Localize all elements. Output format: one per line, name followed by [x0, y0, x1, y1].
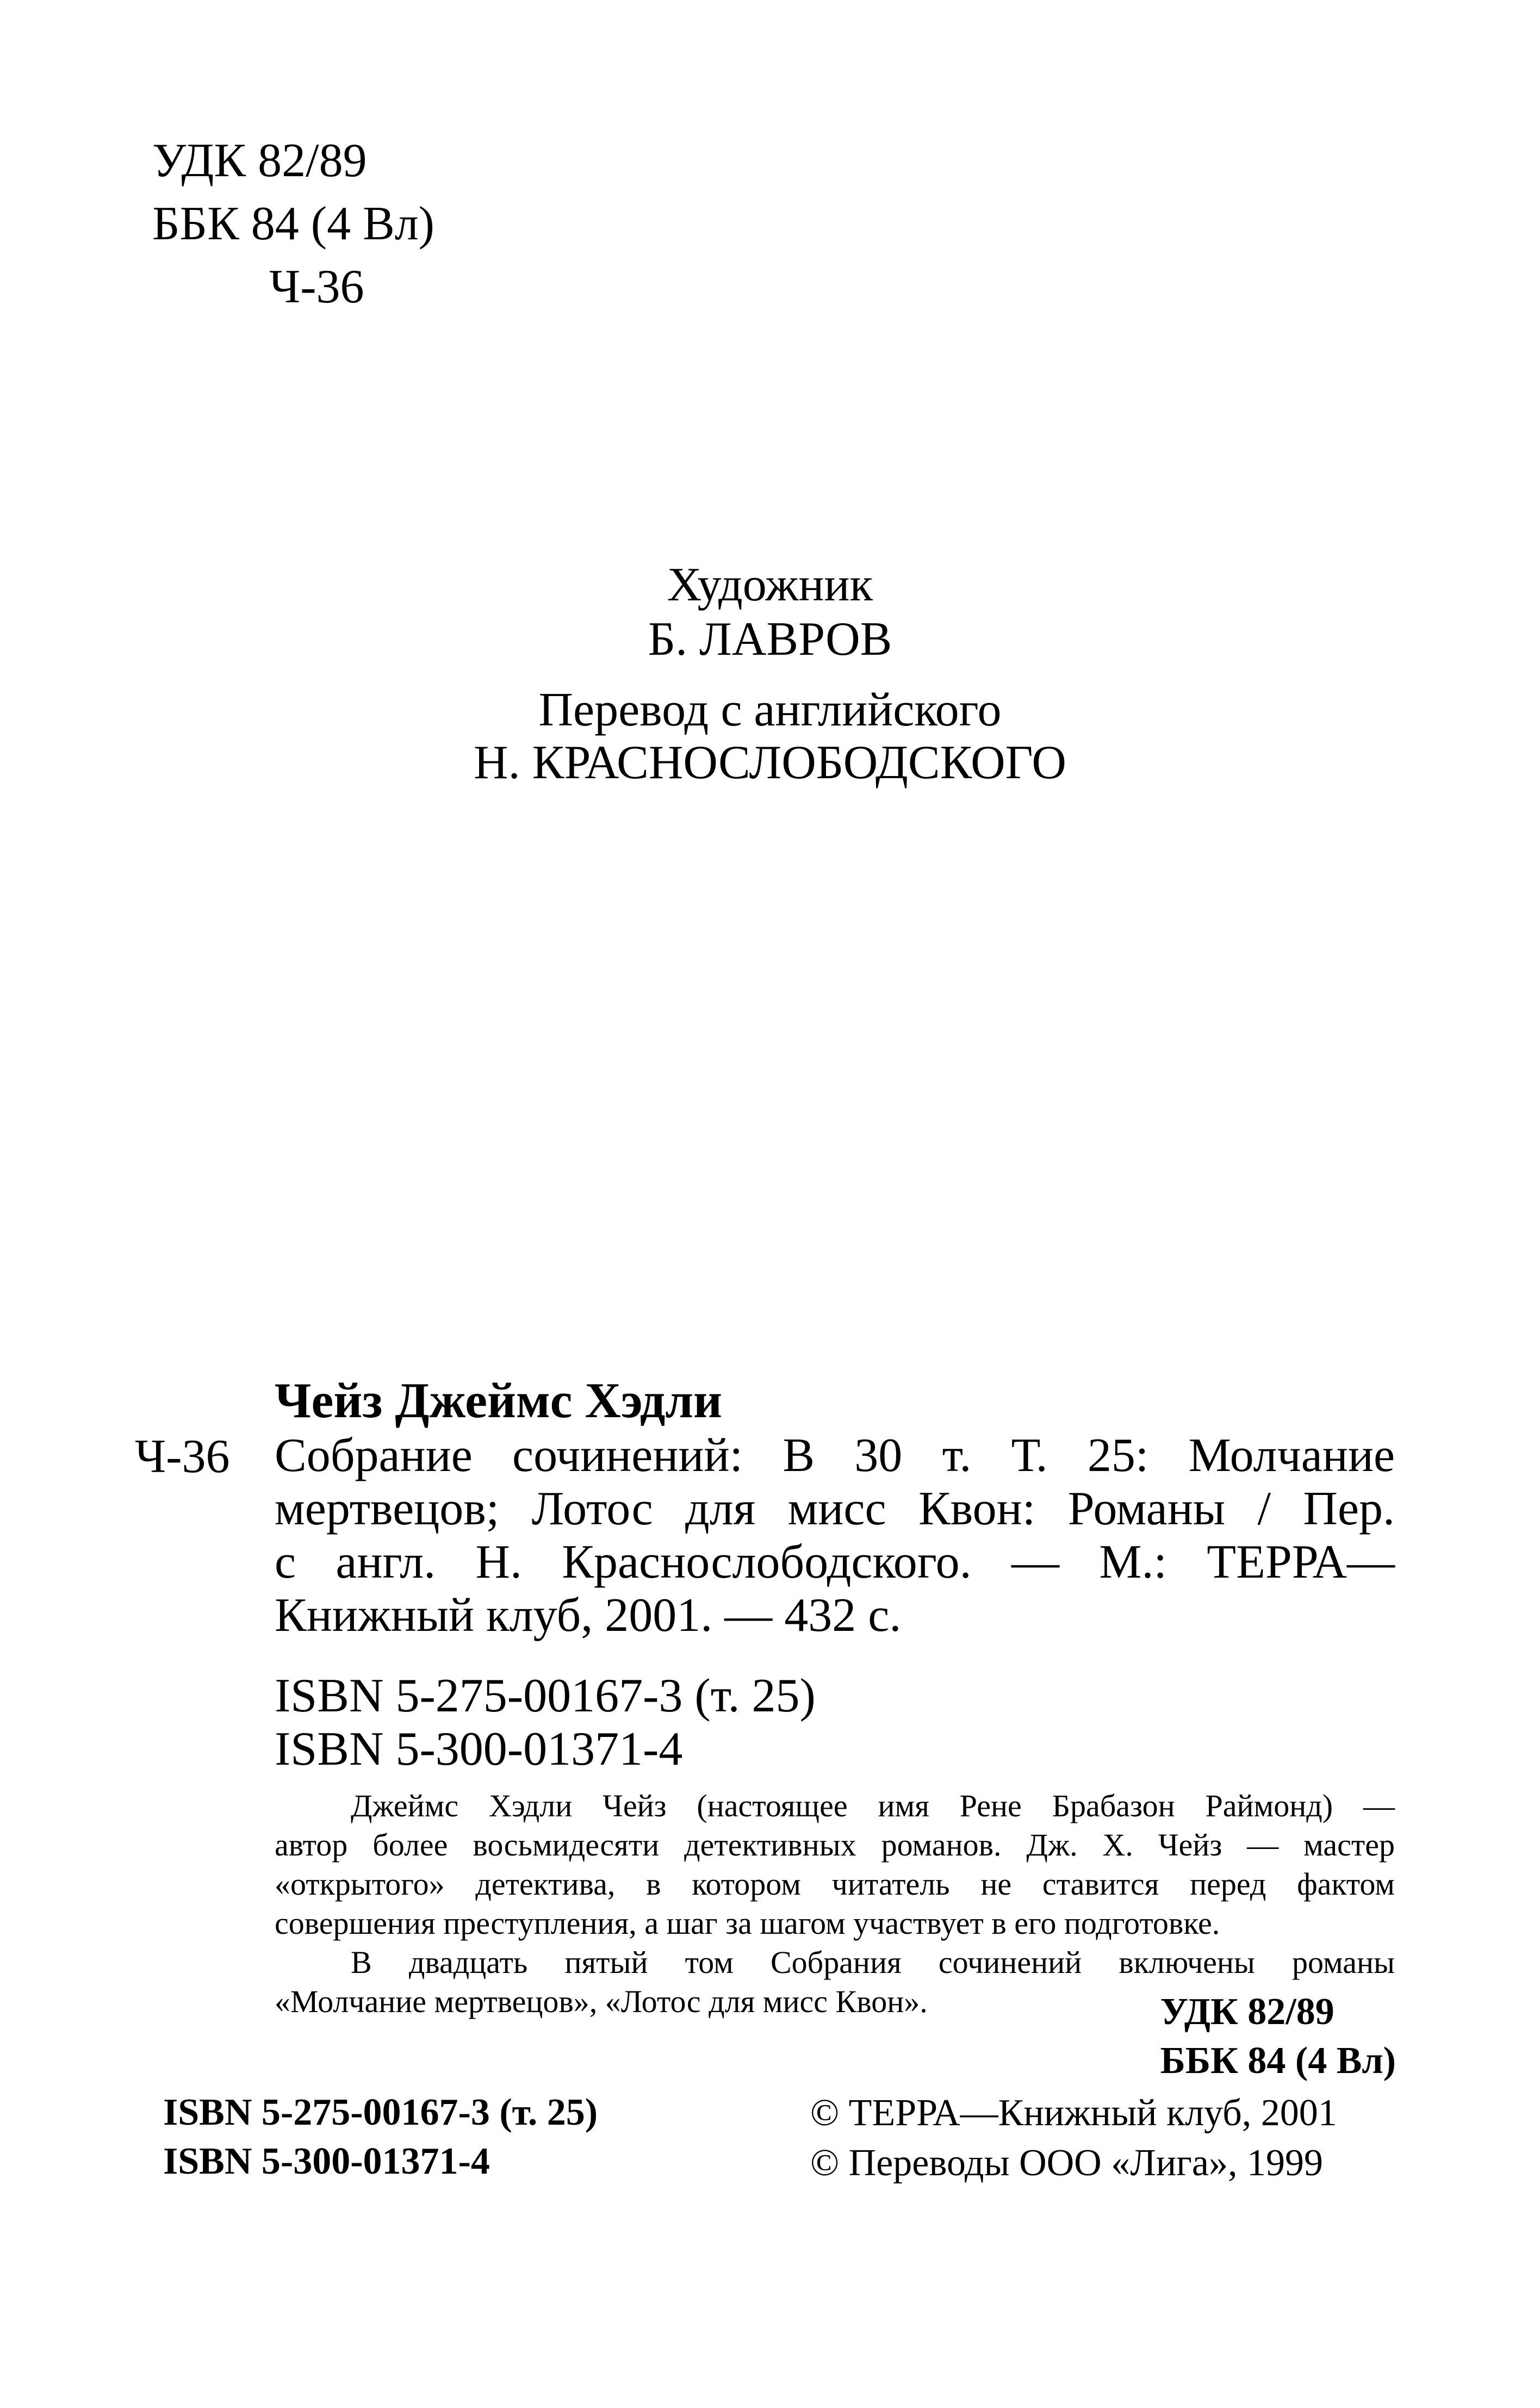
card-line: Книжный клуб, 2001. — 432 с.	[275, 1589, 902, 1642]
bbk-code: ББК 84 (4 Вл)	[152, 197, 434, 250]
author-sign: Ч-36	[269, 260, 364, 313]
copyright-block	[810, 2088, 1337, 2188]
annotation-line: «открытого» детектива, в котором читатель не ставится перед фактом	[275, 1866, 1395, 1902]
card-isbn-block	[275, 1670, 816, 1776]
card-author: Чейз Джеймс Хэдли	[275, 1373, 723, 1428]
bottom-classification-codes	[1160, 1988, 1396, 2086]
artist-label: Художник	[667, 558, 873, 611]
annotation-line: «Молчание мертвецов», «Лотос для мисс Квон».	[275, 1984, 928, 2019]
annotation-line: автор более восьмидесяти детективных романов. Дж. Х. Чейз — мастер	[275, 1827, 1395, 1863]
annotation-line: Джеймс Хэдли Чейз (настоящее имя Рене Брабазон Раймонд) —	[351, 1788, 1395, 1823]
annotation-line: совершения преступления, а шаг за шагом участвует в его подготовке.	[275, 1906, 1220, 1941]
copyright-line: © ТЕРРА—Книжный клуб, 2001	[810, 2092, 1337, 2134]
bottom-isbn: ISBN 5-275-00167-3 (т. 25)	[163, 2092, 598, 2133]
card-description	[275, 1429, 1395, 1642]
bottom-isbn: ISBN 5-300-01371-4	[163, 2140, 490, 2182]
card-isbn: ISBN 5-300-01371-4	[275, 1723, 683, 1776]
udk-code: УДК 82/89	[152, 134, 367, 187]
annotation-line: В двадцать пятый том Собрания сочинений включены романы	[351, 1945, 1395, 1980]
copyright-line: © Переводы ООО «Лига», 1999	[810, 2142, 1323, 2184]
artist-name: Б. ЛАВРОВ	[648, 613, 892, 666]
translator-name: Н. КРАСНОСЛОБОДСКОГО	[474, 736, 1066, 789]
card-line: Собрание сочинений: В 30 т. Т. 25: Молчание	[275, 1429, 1395, 1482]
card-line: мертвецов; Лотос для мисс Квон: Романы / Пер.	[275, 1482, 1395, 1535]
annotation	[275, 1786, 1395, 2021]
bottom-bbk-code: ББК 84 (4 Вл)	[1160, 2040, 1396, 2082]
card-author-sign: Ч-36	[135, 1430, 230, 1483]
card-isbn: ISBN 5-275-00167-3 (т. 25)	[275, 1670, 816, 1722]
bottom-isbn-block	[163, 2088, 598, 2186]
top-classification-codes	[152, 129, 434, 319]
translation-label: Перевод с английского	[538, 684, 1002, 736]
bottom-udk-code: УДК 82/89	[1160, 1991, 1334, 2033]
card-line: с англ. Н. Краснослободского. — М.: ТЕРРА—	[275, 1536, 1395, 1588]
